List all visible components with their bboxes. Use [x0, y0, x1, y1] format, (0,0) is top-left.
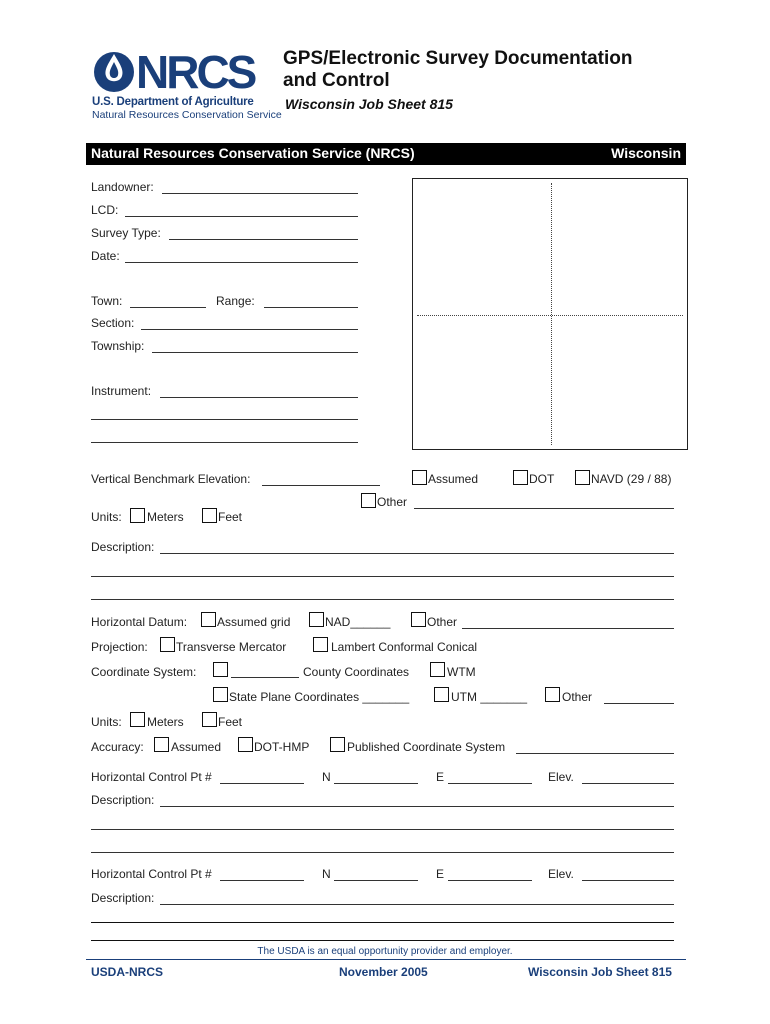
vertical-units-label: Units:	[91, 510, 122, 524]
page-subtitle: Wisconsin Job Sheet 815	[285, 96, 453, 112]
instrument-field-3[interactable]	[91, 442, 358, 443]
dot-label: DOT	[529, 472, 555, 486]
control-pt-1-e-field[interactable]	[448, 783, 532, 784]
section-label: Section:	[91, 316, 135, 330]
dot-hmp-checkbox[interactable]	[238, 737, 253, 752]
transverse-checkbox[interactable]	[160, 637, 175, 652]
control-pt-2-n-field[interactable]	[334, 880, 418, 881]
lambert-label: Lambert Conformal Conical	[331, 640, 478, 654]
control-pt-2-label: Horizontal Control Pt #	[91, 867, 212, 881]
horizontal-datum-label: Horizontal Datum:	[91, 615, 188, 629]
datum-other-label: Other	[427, 615, 458, 629]
instrument-field-2[interactable]	[91, 419, 358, 420]
accuracy-assumed-checkbox[interactable]	[154, 737, 169, 752]
township-label: Township:	[91, 339, 145, 353]
lcd-field[interactable]	[125, 216, 358, 217]
vertical-description-field[interactable]	[160, 553, 674, 554]
landowner-label: Landowner:	[91, 180, 154, 194]
vertical-description-label: Description:	[91, 540, 155, 554]
grid-vertical-divider	[551, 183, 552, 445]
horizontal-units-label: Units:	[91, 715, 122, 729]
wtm-checkbox[interactable]	[430, 662, 445, 677]
nad-label: NAD______	[325, 615, 391, 629]
horizontal-feet-checkbox[interactable]	[202, 712, 217, 727]
divider-rule-1	[91, 922, 674, 923]
sketch-grid[interactable]	[412, 178, 688, 450]
control-pt-1-description-field-2[interactable]	[91, 829, 674, 830]
date-field[interactable]	[125, 262, 358, 263]
control-pt-1-field[interactable]	[220, 783, 304, 784]
footer-date: November 2005	[339, 965, 428, 979]
navd-label: NAVD (29 / 88)	[591, 472, 672, 486]
control-pt-1-label: Horizontal Control Pt #	[91, 770, 212, 784]
landowner-field[interactable]	[162, 193, 358, 194]
county-field[interactable]	[231, 677, 299, 678]
control-pt-2-e-field[interactable]	[448, 880, 532, 881]
range-field[interactable]	[264, 307, 358, 308]
county-label: County Coordinates	[303, 665, 410, 679]
lambert-checkbox[interactable]	[313, 637, 328, 652]
assumed-grid-checkbox[interactable]	[201, 612, 216, 627]
horizontal-meters-checkbox[interactable]	[130, 712, 145, 727]
banner-agency: Natural Resources Conservation Service (NRCS)	[91, 145, 415, 161]
assumed-checkbox[interactable]	[412, 470, 427, 485]
instrument-label: Instrument:	[91, 384, 152, 398]
town-field[interactable]	[130, 307, 206, 308]
assumed-label: Assumed	[428, 472, 479, 486]
date-label: Date:	[91, 249, 120, 263]
footer-left: USDA-NRCS	[91, 965, 163, 979]
control-pt-1-n-label: N	[322, 770, 331, 784]
range-label: Range:	[216, 294, 255, 308]
survey-type-label: Survey Type:	[91, 226, 161, 240]
benchmark-field[interactable]	[262, 485, 380, 486]
control-pt-1-elev-field[interactable]	[582, 783, 674, 784]
accuracy-assumed-label: Assumed	[171, 740, 222, 754]
utm-checkbox[interactable]	[434, 687, 449, 702]
projection-label: Projection:	[91, 640, 148, 654]
vertical-description-field-3[interactable]	[91, 599, 674, 600]
coord-system-label: Coordinate System:	[91, 665, 197, 679]
coord-other-label: Other	[562, 690, 593, 704]
vertical-other-checkbox[interactable]	[361, 493, 376, 508]
published-checkbox[interactable]	[330, 737, 345, 752]
nrcs-logo	[92, 46, 282, 126]
control-pt-1-elev-label: Elev.	[548, 770, 574, 784]
control-pt-2-elev-field[interactable]	[582, 880, 674, 881]
vertical-feet-checkbox[interactable]	[202, 508, 217, 523]
vertical-other-label: Other	[377, 495, 408, 509]
accuracy-label: Accuracy:	[91, 740, 144, 754]
vertical-other-field[interactable]	[414, 508, 674, 509]
county-checkbox[interactable]	[213, 662, 228, 677]
town-label: Town:	[91, 294, 123, 308]
state-plane-label: State Plane Coordinates _______	[229, 690, 410, 704]
control-pt-2-description-field[interactable]	[160, 904, 674, 905]
footer-right: Wisconsin Job Sheet 815	[528, 965, 672, 979]
control-pt-1-description-field[interactable]	[160, 806, 674, 807]
coord-other-checkbox[interactable]	[545, 687, 560, 702]
datum-other-field[interactable]	[462, 628, 674, 629]
benchmark-label: Vertical Benchmark Elevation:	[91, 472, 251, 486]
vertical-feet-label: Feet	[218, 510, 243, 524]
wtm-label: WTM	[447, 665, 476, 679]
control-pt-2-e-label: E	[436, 867, 445, 881]
control-pt-2-description-label: Description:	[91, 891, 155, 905]
vertical-meters-checkbox[interactable]	[130, 508, 145, 523]
nrcs-logo-mark	[92, 46, 274, 96]
logo-text: NRCS	[136, 46, 255, 96]
township-field[interactable]	[152, 352, 358, 353]
vertical-meters-label: Meters	[147, 510, 184, 524]
logo-usda-text: U.S. Department of Agriculture	[92, 96, 254, 108]
footer-rule	[86, 959, 686, 960]
logo-agency-text: Natural Resources Conservation Service	[92, 109, 282, 121]
page-title	[283, 48, 632, 92]
banner-state: Wisconsin	[611, 145, 681, 161]
control-pt-2-n-label: N	[322, 867, 331, 881]
title-line-2: and Control	[283, 70, 390, 91]
nad-checkbox[interactable]	[309, 612, 324, 627]
section-field[interactable]	[141, 329, 358, 330]
datum-other-checkbox[interactable]	[411, 612, 426, 627]
control-pt-1-e-label: E	[436, 770, 445, 784]
equal-opportunity-note: The USDA is an equal opportunity provider and employer.	[257, 946, 513, 957]
control-pt-1-description-field-3[interactable]	[91, 852, 674, 853]
control-pt-2-elev-label: Elev.	[548, 867, 574, 881]
assumed-grid-label: Assumed grid	[217, 615, 291, 629]
transverse-label: Transverse Mercator	[176, 640, 287, 654]
divider-rule-2	[91, 940, 674, 941]
control-pt-2-field[interactable]	[220, 880, 304, 881]
survey-type-field[interactable]	[169, 239, 358, 240]
vertical-description-field-2[interactable]	[91, 576, 674, 577]
horizontal-feet-label: Feet	[218, 715, 243, 729]
state-plane-checkbox[interactable]	[213, 687, 228, 702]
dot-hmp-label: DOT-HMP	[254, 740, 310, 754]
coord-other-field[interactable]	[604, 703, 674, 704]
utm-label: UTM _______	[451, 690, 528, 704]
control-pt-1-description-label: Description:	[91, 793, 155, 807]
horizontal-meters-label: Meters	[147, 715, 184, 729]
lcd-label: LCD:	[91, 203, 119, 217]
grid-horizontal-divider	[417, 315, 683, 316]
instrument-field[interactable]	[160, 397, 358, 398]
section-banner	[86, 143, 686, 165]
published-label: Published Coordinate System	[347, 740, 506, 754]
dot-checkbox[interactable]	[513, 470, 528, 485]
control-pt-1-n-field[interactable]	[334, 783, 418, 784]
title-line-1: GPS/Electronic Survey Documentation	[283, 48, 633, 69]
navd-checkbox[interactable]	[575, 470, 590, 485]
published-field[interactable]	[516, 753, 674, 754]
